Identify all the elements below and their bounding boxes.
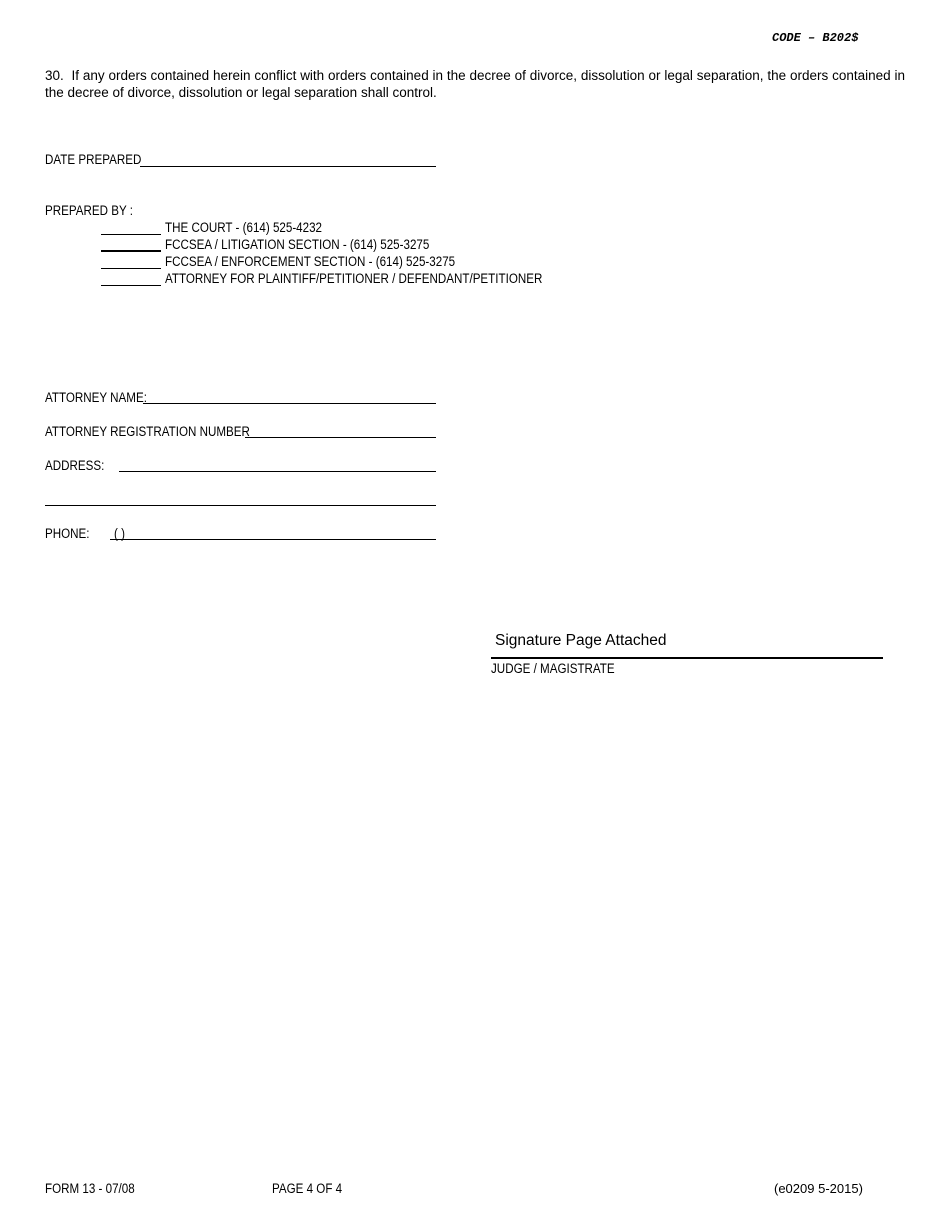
paragraph-text bbox=[45, 67, 905, 101]
prepared-by-court-checkline[interactable] bbox=[101, 234, 161, 235]
prepared-by-attorney: ATTORNEY FOR PLAINTIFF/PETITIONER / DEFENDANT/PETITIONER bbox=[165, 271, 543, 286]
date-prepared-label: DATE PREPARED bbox=[45, 152, 142, 167]
footer-revision: (e0209 5-2015) bbox=[774, 1181, 863, 1196]
paragraph-number: 30. bbox=[45, 68, 64, 83]
address-field-line1[interactable] bbox=[119, 471, 436, 472]
date-prepared-field[interactable] bbox=[140, 166, 436, 167]
prepared-by-enforcement: FCCSEA / ENFORCEMENT SECTION - (614) 525-3275 bbox=[165, 254, 456, 269]
prepared-by-litigation-checkline[interactable] bbox=[101, 250, 161, 252]
prepared-by-court: THE COURT - (614) 525-4232 bbox=[165, 220, 323, 235]
prepared-by-enforcement-checkline[interactable] bbox=[101, 268, 161, 269]
paragraph-30 bbox=[45, 67, 905, 101]
attorney-registration-field[interactable] bbox=[245, 437, 436, 438]
judge-magistrate-label: JUDGE / MAGISTRATE bbox=[491, 661, 615, 676]
footer-page: PAGE 4 OF 4 bbox=[272, 1181, 343, 1196]
prepared-by-label: PREPARED BY : bbox=[45, 203, 133, 218]
address-field-line2[interactable] bbox=[45, 505, 436, 506]
signature-line[interactable] bbox=[491, 657, 883, 659]
footer-form: FORM 13 - 07/08 bbox=[45, 1181, 135, 1196]
phone-field[interactable] bbox=[110, 539, 436, 540]
prepared-by-attorney-checkline[interactable] bbox=[101, 285, 161, 286]
attorney-registration-label: ATTORNEY REGISTRATION NUMBER bbox=[45, 424, 250, 439]
form-code: CODE – B202$ bbox=[772, 31, 859, 45]
signature-note: Signature Page Attached bbox=[495, 632, 667, 649]
paragraph-body: If any orders contained herein conflict with orders contained in the decree of divorce, dissolution or legal separation, the orders contained in the decree of divorce, dissolution or legal separation shall control. bbox=[45, 68, 905, 100]
attorney-name-field[interactable] bbox=[143, 403, 436, 404]
prepared-by-litigation: FCCSEA / LITIGATION SECTION - (614) 525-3275 bbox=[165, 237, 430, 252]
phone-label: PHONE: bbox=[45, 526, 90, 541]
phone-area-code: ( ) bbox=[114, 526, 125, 541]
attorney-name-label: ATTORNEY NAME: bbox=[45, 390, 147, 405]
address-label: ADDRESS: bbox=[45, 458, 105, 473]
